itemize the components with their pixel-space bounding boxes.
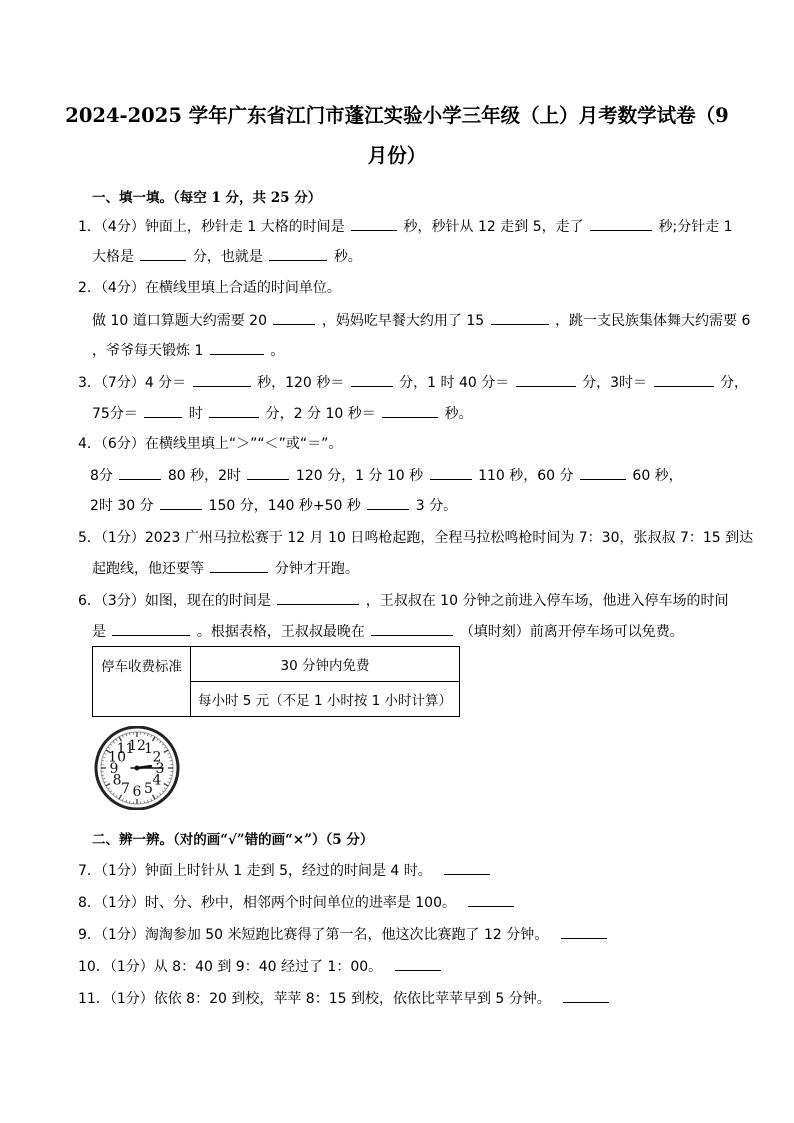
- answer-blank[interactable]: [580, 465, 626, 480]
- question-9: 9．（1分）淘淘参加 50 米短跑比赛得了第一名，他这次比赛跑了 12 分钟。: [78, 924, 609, 945]
- exam-title-line2: 月份）: [367, 144, 427, 167]
- answer-blank[interactable]: [144, 403, 182, 418]
- answer-blank[interactable]: [273, 310, 315, 325]
- question-7: 7．（1分）钟面上时针从 1 走到 5，经过的时间是 4 时。: [78, 860, 492, 881]
- answer-blank[interactable]: [382, 403, 438, 418]
- answer-blank[interactable]: [654, 372, 714, 387]
- parking-fee-table: [92, 646, 460, 717]
- clock-number: 9: [109, 761, 119, 777]
- answer-blank[interactable]: [563, 988, 609, 1003]
- answer-blank[interactable]: [468, 892, 514, 907]
- answer-blank[interactable]: [430, 465, 472, 480]
- question-2-line3: ，爷爷每天锻炼 1 。: [92, 340, 284, 361]
- answer-blank[interactable]: [371, 621, 453, 636]
- answer-blank[interactable]: [210, 558, 268, 573]
- question-3-line1: 3．（7分）4 分＝ 秒，120 秒＝ 分，1 时 40 分＝ 分，3时＝ 分，: [78, 372, 748, 393]
- fee-table-row-free: 30 分钟内免费: [191, 647, 460, 682]
- question-10: 10．（1分）从 8：40 到 9：40 经过了 1：00。: [78, 956, 443, 977]
- question-6-line2: 是 。根据表格，王叔叔最晚在 （填时刻）前离开停车场可以免费。: [92, 621, 684, 642]
- answer-blank[interactable]: [193, 372, 251, 387]
- clock-number: 2: [152, 749, 162, 766]
- answer-blank[interactable]: [351, 216, 397, 231]
- fee-table-header: 停车收费标准: [93, 647, 191, 717]
- answer-blank[interactable]: [367, 495, 409, 510]
- question-8: 8．（1分）时、分、秒中，相邻两个时间单位的进率是 100。: [78, 892, 516, 913]
- answer-blank[interactable]: [140, 246, 186, 261]
- clock-number: 7: [121, 780, 130, 797]
- fee-table-row-hourly: 每小时 5 元（不足 1 小时按 1 小时计算）: [191, 682, 460, 717]
- answer-blank[interactable]: [561, 924, 607, 939]
- answer-blank[interactable]: [590, 216, 652, 231]
- exam-title-line1: 2024-2025 学年广东省江门市蓬江实验小学三年级（上）月考数学试卷（9: [65, 104, 729, 127]
- clock-number: 10: [108, 749, 126, 766]
- question-5-line1: 5．（1分）2023 广州马拉松赛于 12 月 10 日鸣枪起跑，全程马拉松鸣枪时间为 7：30，张叔叔 7：15 到达: [78, 530, 754, 546]
- clock-number: 12: [128, 738, 146, 754]
- answer-blank[interactable]: [277, 590, 359, 605]
- answer-blank[interactable]: [247, 465, 289, 480]
- question-2-line1: 2．（4分）在横线里填上合适的时间单位。: [78, 280, 341, 296]
- clock-number: 5: [144, 780, 153, 797]
- question-11: 11．（1分）依依 8：20 到校，苹苹 8：15 到校，依依比苹苹早到 5 分钟。: [78, 988, 611, 1009]
- question-6-line1: 6．（3分）如图，现在的时间是 ，王叔叔在 10 分钟之前进入停车场，他进入停车场的时间: [78, 590, 728, 611]
- clock-center: [135, 766, 140, 771]
- question-4-line3: 2时 30 分 150 分，140 秒+50 秒 3 分。: [90, 495, 457, 516]
- answer-blank[interactable]: [209, 403, 259, 418]
- clock-icon: [96, 727, 178, 809]
- section2-heading: 二、辨一辨。（对的画“√”错的画“×”）（5 分）: [92, 832, 374, 848]
- clock-number: 3: [155, 761, 165, 777]
- answer-blank[interactable]: [516, 372, 576, 387]
- answer-blank[interactable]: [351, 372, 393, 387]
- question-1-line2: 大格是 分，也就是 秒。: [92, 246, 362, 267]
- answer-blank[interactable]: [491, 310, 549, 325]
- question-4-line2: 8分 80 秒，2时 120 分，1 分 10 秒 110 秒，60 分 60 秒，: [90, 465, 683, 486]
- question-5-line2: 起跑线，他还要等 分钟才开跑。: [92, 558, 359, 579]
- answer-blank[interactable]: [210, 340, 264, 355]
- clock-number: 6: [132, 784, 142, 800]
- question-4-line1: 4．（6分）在横线里填上“＞”“＜”或“＝”。: [78, 436, 343, 452]
- answer-blank[interactable]: [160, 495, 202, 510]
- question-1-line1: 1．（4分）钟面上，秒针走 1 大格的时间是 秒，秒针从 12 走到 5，走了 秒;分针走 1: [78, 216, 733, 237]
- clock-number: 1: [144, 741, 153, 758]
- clock-number: 11: [116, 741, 135, 758]
- answer-blank[interactable]: [119, 465, 161, 480]
- answer-blank[interactable]: [269, 246, 327, 261]
- clock-number: 8: [112, 772, 122, 789]
- question-3-line2: 75分＝ 时 分，2 分 10 秒＝ 秒。: [92, 403, 473, 424]
- answer-blank[interactable]: [395, 956, 441, 971]
- clock-face: [90, 726, 184, 810]
- answer-blank[interactable]: [444, 860, 490, 875]
- answer-blank[interactable]: [112, 621, 190, 636]
- section1-heading: 一、填一填。（每空 1 分，共 25 分）: [92, 190, 322, 206]
- question-2-line2: 做 10 道口算题大约需要 20 ，妈妈吃早餐大约用了 15 ，跳一支民族集体舞大约需要 6: [92, 310, 750, 331]
- clock-number: 4: [152, 772, 162, 789]
